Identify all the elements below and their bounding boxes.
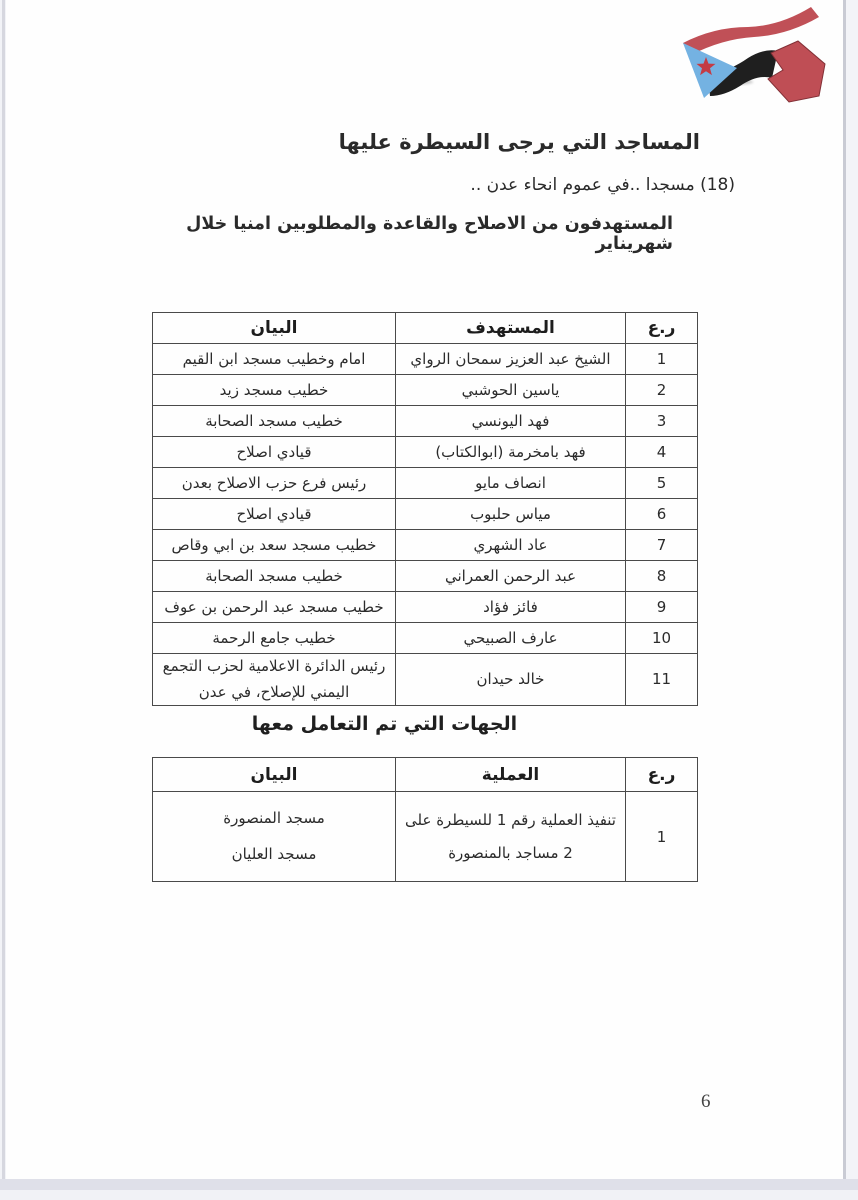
row-target: عاد الشهري [396, 530, 626, 561]
table-row [153, 530, 698, 561]
row-target: مياس حلبوب [396, 499, 626, 530]
row-target: عارف الصبيحي [396, 623, 626, 654]
document-header [152, 130, 735, 254]
row-num: 10 [626, 623, 698, 654]
row-num: 11 [626, 654, 698, 706]
targets-col-num: ر.ع [626, 313, 698, 344]
south-yemen-flag-arrow-logo [676, 4, 826, 104]
row-target: ياسين الحوشبي [396, 375, 626, 406]
row-num: 3 [626, 406, 698, 437]
row-detail: خطيب مسجد الصحابة [153, 406, 396, 437]
row-detail: رئيس الدائرة الاعلامية لحزب التجمع اليمني للإصلاح، في عدن [153, 654, 396, 706]
table-row [153, 561, 698, 592]
red-arrow [768, 41, 825, 102]
table-row [153, 406, 698, 437]
row-detail: خطيب مسجد زيد [153, 375, 396, 406]
row-target: الشيخ عبد العزيز سمحان الرواي [396, 344, 626, 375]
row-detail: خطيب مسجد الصحابة [153, 561, 396, 592]
detail-line: مسجد العليان [231, 844, 317, 863]
row-num: 9 [626, 592, 698, 623]
table-row [153, 499, 698, 530]
operations-table [152, 757, 698, 882]
page-number: 6 [701, 1091, 711, 1112]
page-title: المساجد التي يرجى السيطرة عليها [338, 130, 700, 154]
row-detail: قيادي اصلاح [153, 437, 396, 468]
section-heading: الجهات التي تم التعامل معها [251, 713, 518, 735]
operations-table-header-row [153, 758, 698, 792]
row-detail: قيادي اصلاح [153, 499, 396, 530]
row-num: 4 [626, 437, 698, 468]
scan-bottom-margin [0, 1190, 858, 1200]
row-num: 7 [626, 530, 698, 561]
targets-col-target: المستهدف [396, 313, 626, 344]
row-detail: امام وخطيب مسجد ابن القيم [153, 344, 396, 375]
table-row [153, 623, 698, 654]
row-target: انصاف مايو [396, 468, 626, 499]
table-row [153, 792, 698, 882]
table-row [153, 344, 698, 375]
targets-col-detail: البيان [153, 313, 396, 344]
row-target: عبد الرحمن العمراني [396, 561, 626, 592]
row-num: 1 [626, 792, 698, 882]
row-target: فهد بامخرمة (ابوالكتاب) [396, 437, 626, 468]
targets-table [152, 312, 698, 706]
operations-col-operation: العملية [396, 758, 626, 792]
row-num: 5 [626, 468, 698, 499]
row-detail: خطيب مسجد عبد الرحمن بن عوف [153, 592, 396, 623]
row-target: فائز فؤاد [396, 592, 626, 623]
table-row [153, 592, 698, 623]
table-row [153, 654, 698, 706]
row-target: فهد اليونسي [396, 406, 626, 437]
row-detail: خطيب جامع الرحمة [153, 623, 396, 654]
operations-col-num: ر.ع [626, 758, 698, 792]
scan-bottom-edge [0, 1179, 858, 1190]
row-num: 6 [626, 499, 698, 530]
row-num: 2 [626, 375, 698, 406]
row-num: 1 [626, 344, 698, 375]
row-detail: خطيب مسجد سعد بن ابي وقاص [153, 530, 396, 561]
table-row [153, 468, 698, 499]
detail-line: مسجد المنصورة [223, 809, 325, 828]
scan-right-margin [846, 0, 858, 1200]
table-row [153, 437, 698, 468]
targets-heading: المستهدفون من الاصلاح والقاعدة والمطلوبين امنيا خلال شهريناير [186, 214, 673, 254]
mosques-count-line: (18) مسجدا ..في عموم انحاء عدن .. [470, 175, 735, 195]
row-operation: تنفيذ العملية رقم 1 للسيطرة على 2 مساجد بالمنصورة [396, 792, 626, 882]
operations-col-detail: البيان [153, 758, 396, 792]
scan-left-edge [2, 0, 5, 1179]
table-row [153, 375, 698, 406]
row-detail [153, 792, 396, 882]
row-detail: رئيس فرع حزب الاصلاح بعدن [153, 468, 396, 499]
targets-table-header-row [153, 313, 698, 344]
row-target: خالد حيدان [396, 654, 626, 706]
row-num: 8 [626, 561, 698, 592]
